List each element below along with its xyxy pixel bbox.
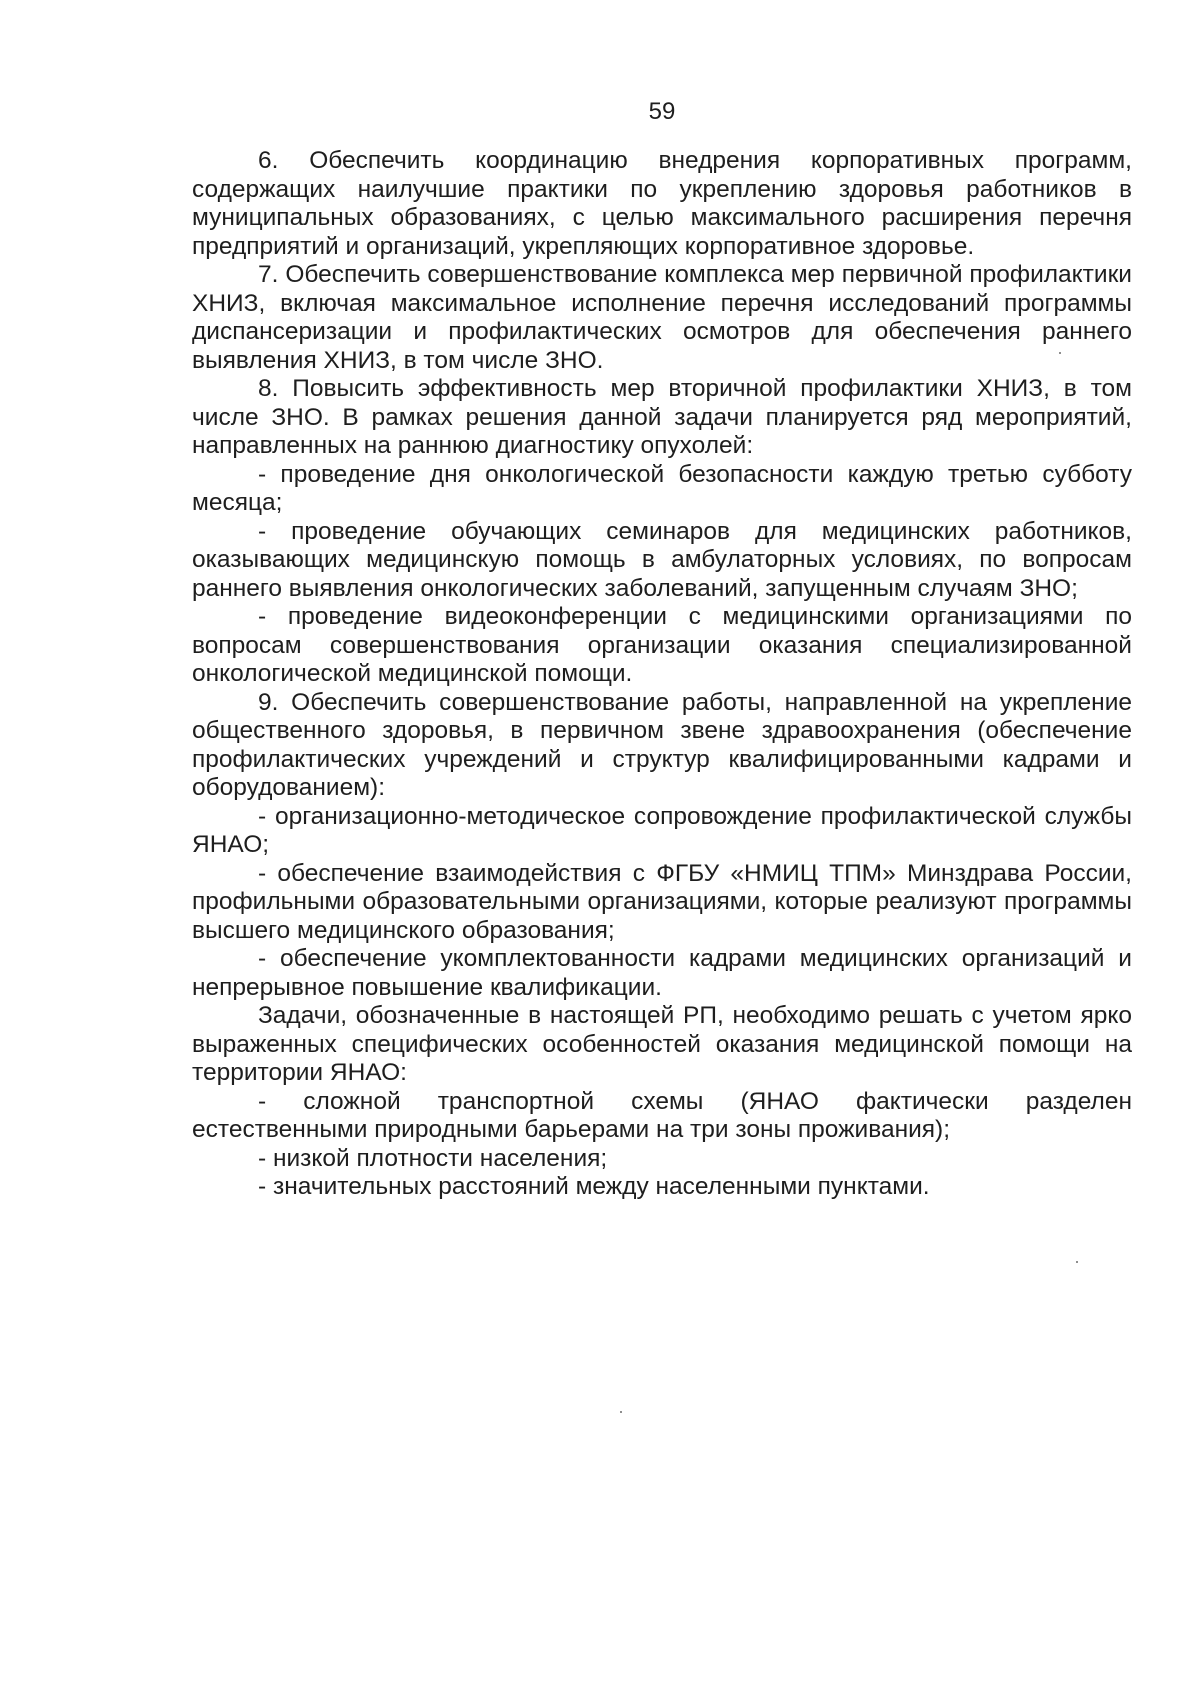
list-item-transport-scheme: - сложной транспортной схемы (ЯНАО фактически разделен естественными природными барьерами на три зоны проживания); [192,1087,1132,1143]
list-item-training-seminars: - проведение обучающих семинаров для медицинских работников, оказывающих медицинскую помощь в амбулаторных условиях, по вопросам раннего выявления онкологических заболеваний, запущенным случаям ЗНО; [192,517,1132,602]
scan-speck [620,1411,622,1413]
paragraph-task-7: 7. Обеспечить совершенствование комплекса мер первичной профилактики ХНИЗ, включая максимальное исполнение перечня исследований программы диспансеризации и профилактических осмотров для обеспечения раннего выявления ХНИЗ, в том числе ЗНО. [192,261,1132,374]
paragraph-task-8: 8. Повысить эффективность мер вторичной профилактики ХНИЗ, в том числе ЗНО. В рамках решения данной задачи планируется ряд мероприятий, направленных на раннюю диагностику опухолей: [192,375,1132,459]
list-item-methodological-support: - организационно-методическое сопровождение профилактической службы ЯНАО; [192,802,1132,858]
scan-speck [1076,1261,1078,1263]
list-item-distances: - значительных расстояний между населенными пунктами. [258,1173,930,1200]
paragraph-task-6: 6. Обеспечить координацию внедрения корпоративных программ, содержащих наилучшие практики по укреплению здоровья работников в муниципальных образованиях, с целью максимального расширения перечня предприятий и организаций, укрепляющих корпоративное здоровье. [192,147,1132,260]
list-item-staffing: - обеспечение укомплектованности кадрами медицинских организаций и непрерывное повышение квалификации. [192,945,1132,1001]
paragraph-tasks-specifics: Задачи, обозначенные в настоящей РП, необходимо решать с учетом ярко выраженных специфических особенностей оказания медицинской помощи на территории ЯНАО: [192,1002,1132,1086]
scan-speck [1059,352,1061,354]
list-item-interaction: - обеспечение взаимодействия с ФГБУ «НМИЦ ТПМ» Минздрава России, профильными образовательными организациями, которые реализуют программы высшего медицинского образования; [192,859,1132,944]
page-number: 59 [648,98,676,125]
document-body [192,147,1132,1202]
list-item-videoconference: - проведение видеоконференции с медицинскими организациями по вопросам совершенствования организации оказания специализированной онкологической медицинской помощи. [192,603,1132,687]
paragraph-task-9: 9. Обеспечить совершенствование работы, направленной на укрепление общественного здоровья, в первичном звене здравоохранения (обеспечение профилактических учреждений и структур квалифицированными кадрами и оборудованием): [192,688,1132,801]
list-item-oncology-day: - проведение дня онкологической безопасности каждую третью субботу месяца; [192,460,1132,516]
list-item-low-density: - низкой плотности населения; [258,1144,608,1172]
